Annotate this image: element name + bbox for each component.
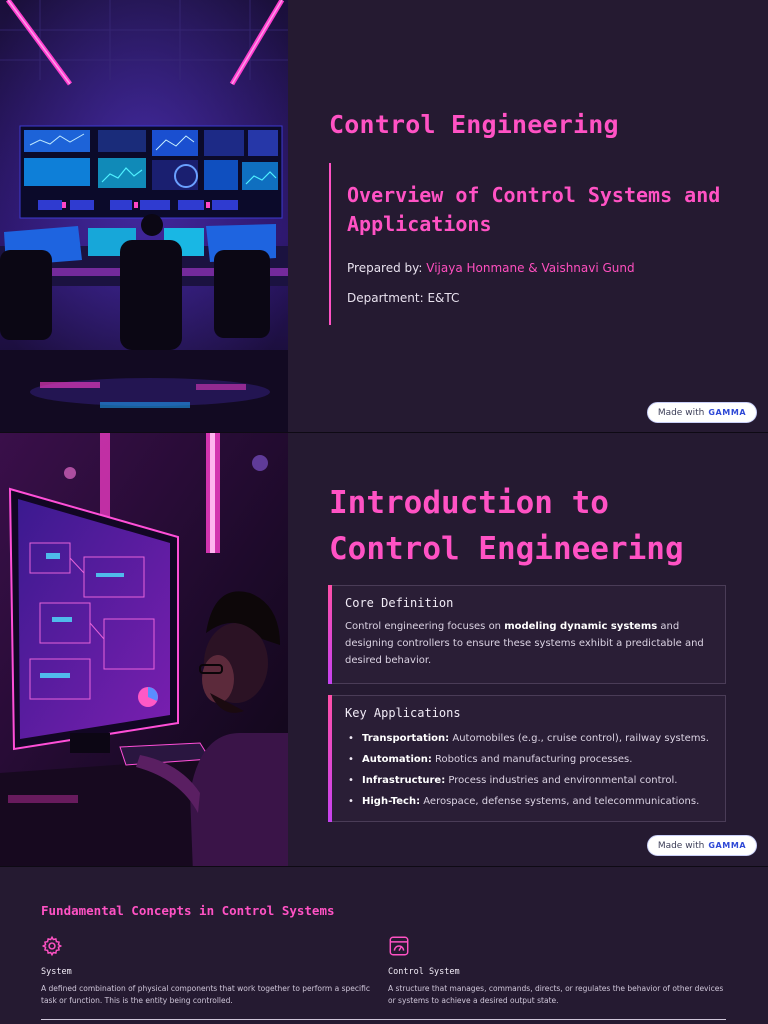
author-names: Vijaya Honmane & Vaishnavi Gund [426, 261, 635, 275]
badge-made-with: Made with [657, 407, 705, 418]
item-text: Aerospace, defense systems, and telecommunications. [420, 796, 700, 807]
prepared-by [347, 261, 739, 275]
gamma-logo: GAMMA [708, 408, 747, 417]
gamma-logo: GAMMA [708, 841, 747, 850]
engineer-at-monitor-image [0, 433, 288, 866]
core-definition-card [328, 585, 726, 684]
applications-list [345, 728, 711, 812]
item-text: Process industries and environmental control. [445, 775, 678, 786]
list-item [345, 749, 711, 770]
core-text-bold: modeling dynamic systems [504, 621, 658, 632]
item-label: Transportation: [362, 733, 450, 744]
core-text-before: Control engineering focuses on [345, 621, 505, 632]
concept-heading: System [41, 967, 72, 977]
subtitle-block [329, 163, 739, 325]
made-with-gamma-badge[interactable] [647, 835, 757, 856]
core-definition-text [345, 618, 711, 669]
dashboard-icon [388, 935, 410, 957]
concept-text: A defined combination of physical components that work together to perform a specific task or function. This is the entity being controlled. [41, 984, 370, 1005]
core-text-after: and designing controllers to ensure these systems exhibit a predictable and desired behavior. [345, 621, 704, 666]
key-applications-card [328, 695, 726, 822]
slide-title [0, 0, 768, 432]
section-rule [41, 1019, 726, 1020]
control-room-image [0, 0, 288, 432]
list-item [345, 770, 711, 791]
slide2-title: Introduction to Control Engineering [329, 485, 684, 567]
concept-text: A structure that manages, commands, directs, or regulates the behavior of other devices or systems to achieve a desired output state. [388, 984, 724, 1005]
slide1-subtitle: Overview of Control Systems and Applications [347, 183, 721, 236]
made-with-gamma-badge[interactable] [647, 402, 757, 423]
item-label: High-Tech: [362, 796, 421, 807]
slide-introduction [0, 433, 768, 866]
concept-heading: Control System [388, 967, 460, 977]
concept-control-system [388, 935, 728, 1007]
item-label: Automation: [362, 754, 432, 765]
item-text: Automobiles (e.g., cruise control), railway systems. [449, 733, 709, 744]
slide-fundamental-concepts [0, 867, 768, 1024]
gear-icon [41, 935, 63, 957]
slide1-title: Control Engineering [329, 110, 619, 139]
list-item [345, 791, 711, 812]
department: Department: E&TC [347, 291, 460, 305]
list-item [345, 728, 711, 749]
slide3-title: Fundamental Concepts in Control Systems [41, 903, 335, 918]
key-applications-heading: Key Applications [345, 706, 461, 720]
core-definition-heading: Core Definition [345, 596, 454, 610]
concept-system [41, 935, 381, 1007]
item-label: Infrastructure: [362, 775, 446, 786]
prepared-label: Prepared by: [347, 261, 427, 275]
badge-made-with: Made with [657, 840, 705, 851]
item-text: Robotics and manufacturing processes. [431, 754, 633, 765]
